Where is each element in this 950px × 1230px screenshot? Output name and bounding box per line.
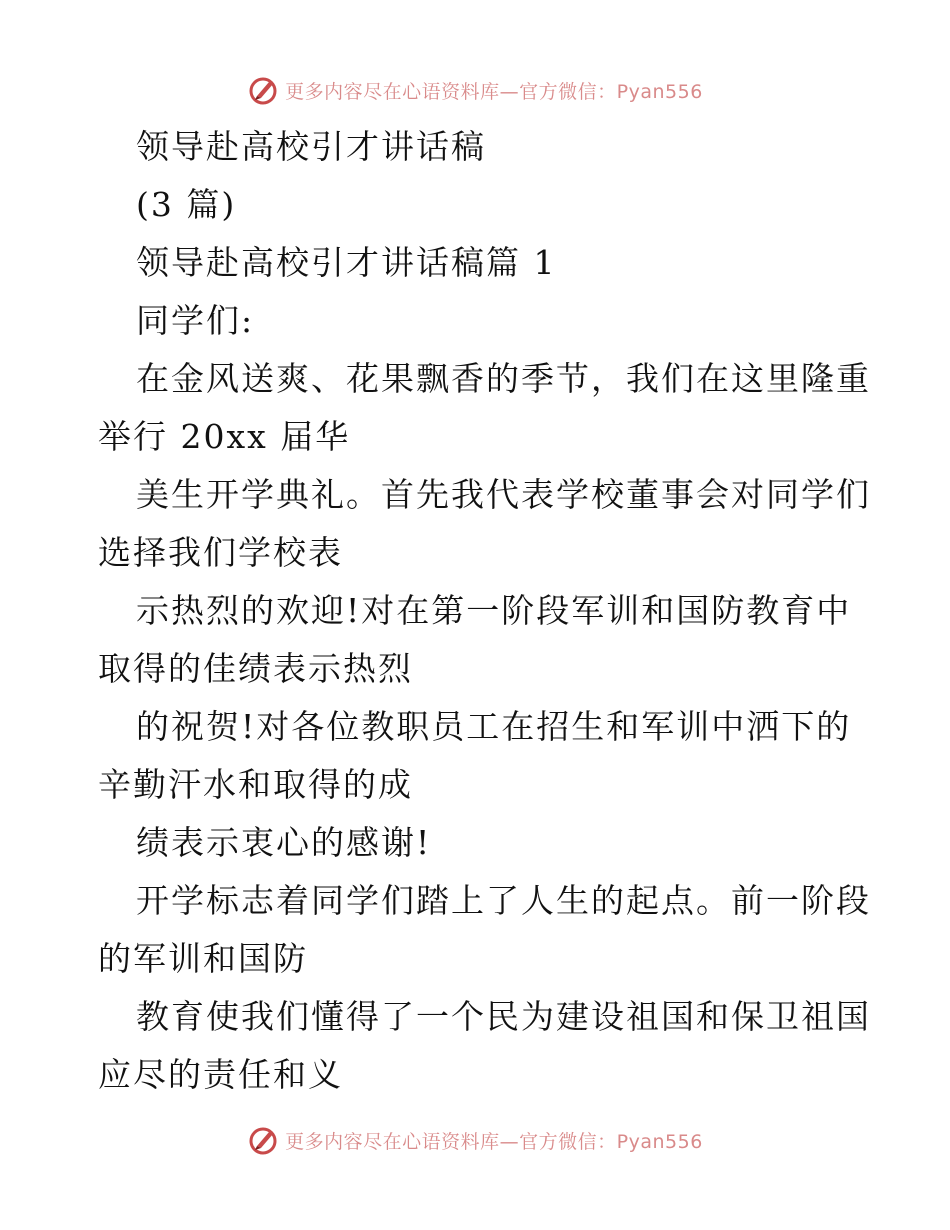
paragraph-line: 教育使我们懂得了一个民为建设祖国和保卫祖国 xyxy=(136,997,871,1036)
salutation: 同学们: xyxy=(136,301,255,340)
paragraph-line: 取得的佳绩表示热烈 xyxy=(98,649,413,688)
pen-logo-icon xyxy=(247,74,279,106)
paragraph-line: 应尽的责任和义 xyxy=(98,1055,343,1094)
paragraph-line: 在金风送爽、花果飘香的季节，我们在这里隆重 xyxy=(136,359,871,398)
document-body xyxy=(98,118,871,1104)
watermark-text: 更多内容尽在心语资料库—官方微信：Pyan556 xyxy=(285,1130,703,1153)
paragraph-line: 开学标志着同学们踏上了人生的起点。前一阶段 xyxy=(136,881,871,920)
footer-watermark xyxy=(0,1124,950,1156)
doc-subtitle: (3 篇) xyxy=(136,185,237,224)
paragraph-line: 的军训和国防 xyxy=(98,939,308,978)
paragraph-line: 示热烈的欢迎!对在第一阶段军训和国防教育中 xyxy=(136,591,852,630)
paragraph-line: 美生开学典礼。首先我代表学校董事会对同学们 xyxy=(136,475,871,514)
pen-logo-icon xyxy=(247,1124,279,1156)
watermark-text: 更多内容尽在心语资料库—官方微信：Pyan556 xyxy=(285,80,703,103)
doc-title: 领导赴高校引才讲话稿 xyxy=(136,127,486,166)
section-heading: 领导赴高校引才讲话稿篇 1 xyxy=(136,243,557,282)
paragraph-line: 举行 20xx 届华 xyxy=(98,417,351,456)
header-watermark xyxy=(0,74,950,106)
paragraph-line: 的祝贺!对各位教职员工在招生和军训中洒下的 xyxy=(136,707,852,746)
paragraph-line: 选择我们学校表 xyxy=(98,533,343,572)
paragraph-line: 辛勤汗水和取得的成 xyxy=(98,765,413,804)
paragraph-line: 绩表示衷心的感谢! xyxy=(136,823,432,862)
